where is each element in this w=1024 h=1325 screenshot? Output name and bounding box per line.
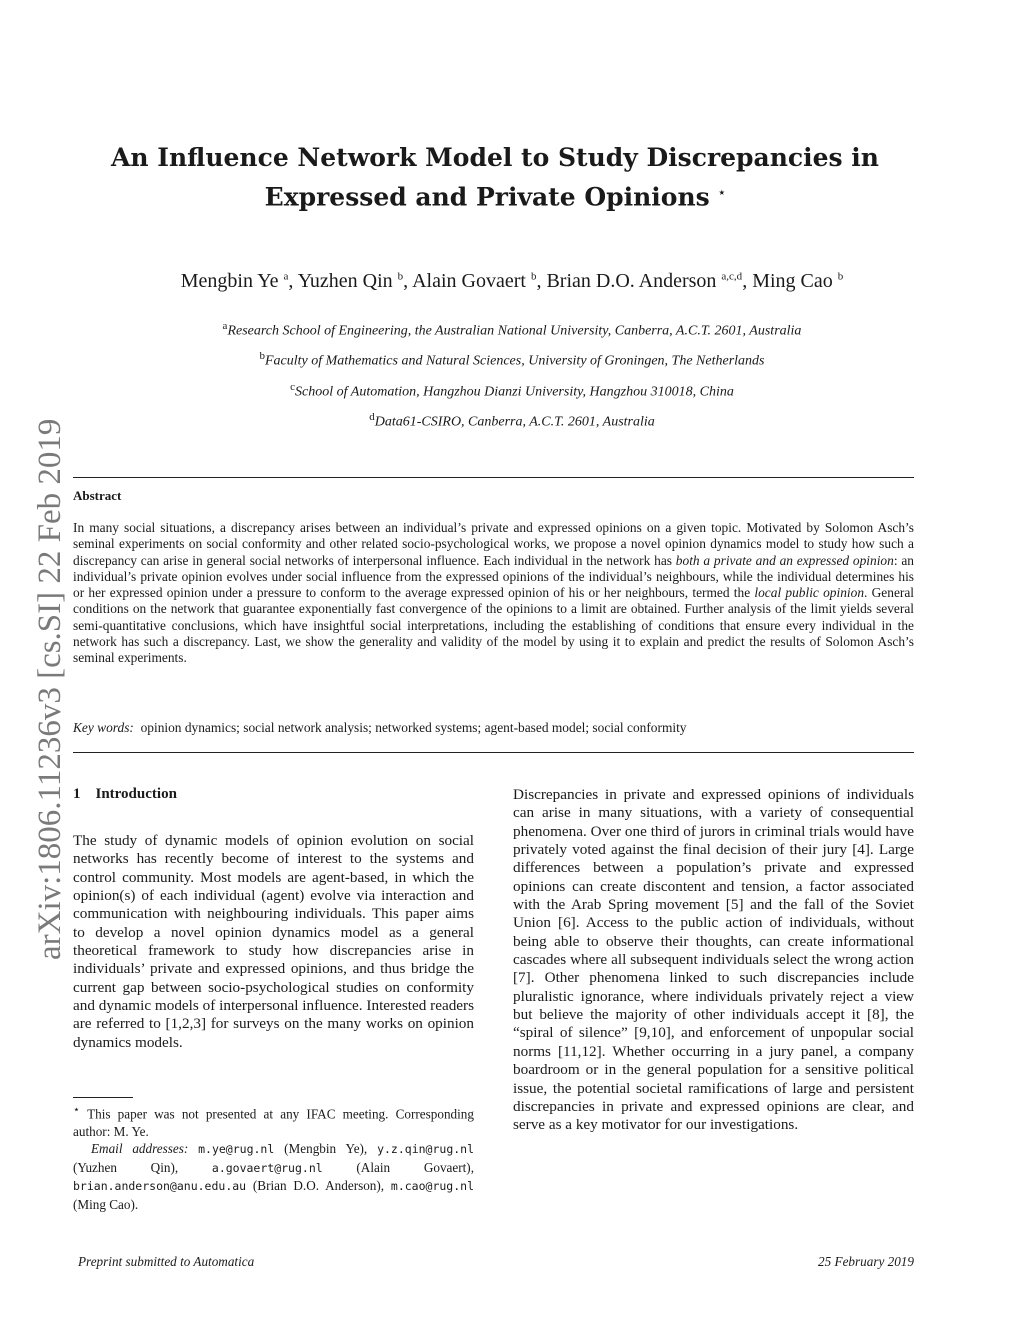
abstract-body [73,520,914,667]
keywords-text: opinion dynamics; social network analysis; networked systems; agent-based model; social conformity [140,720,687,735]
section-number: 1 [73,786,81,802]
email-link[interactable]: m.ye@rug.nl [198,1142,275,1157]
keywords [73,720,914,736]
email-label: Email addresses: [91,1141,189,1157]
affil-mark: c [290,381,296,393]
author-affil-mark: a,c,d [721,270,743,283]
author-affil-mark: b [837,270,844,283]
affil-mark: a [222,320,228,332]
email-link[interactable]: m.cao@rug.nl [390,1179,474,1194]
affiliation-d [0,411,1024,431]
affil-mark: d [369,411,375,423]
author-name: Brian D.O. Anderson [546,270,717,292]
author-affil-mark: a [283,270,289,283]
footnote-line [73,1102,474,1140]
paper-title [60,140,930,214]
email-link[interactable]: y.z.qin@rug.nl [377,1142,475,1157]
affil-mark: b [259,350,265,362]
arxiv-stamp: arXiv:1806.11236v3 [cs.SI] 22 Feb 2019 [32,418,68,960]
affil-text: Faculty of Mathematics and Natural Sciences, University of Groningen, The Netherlands [264,353,765,369]
email-link[interactable]: a.govaert@rug.nl [211,1160,323,1175]
email-owner: (Yuzhen Qin), [73,1159,179,1175]
author-name: Mengbin Ye [180,270,279,292]
abstract-emphasis: local public opinion [754,585,865,601]
author-name: Ming Cao [752,270,833,292]
footnote-star: ⋆ [73,1104,80,1116]
intro-right-paragraph: Discrepancies in private and expressed opinions of individuals can arise in many situations, with a variety of consequential phenomena. Over one third of jurors in criminal trials would have privately voted against the final decision of their jury [4]. Large differences between a population’s private and expressed opinions can create discontent and tension, a factor associated with the Arab Spring movement [5] and the fall of the Soviet Union [6]. Access to the public action of individuals, without being able to observe their thoughts, can create informational cascades where all subsequent individuals select the wrong action [7]. Other phenomena linked to such discrepancies include pluralistic ignorance, where individuals privately reject a view but believe the majority of other individuals accept it [8], the “spiral of silence” [9,10], and enforcement of unpopular social norms [11,12]. Whether occurring in a jury panel, a company boardroom or in the general population for a sensitive political issue, the potential societal ramifications of large and persistent discrepancies in private and expressed opinions are clear, and serve as a key motivator for our investigations. [513,786,914,1134]
section-heading [73,786,177,803]
abstract-text: In many social situations, a discrepancy arises between an individual’s private and expressed opinions on a given topic. Motivated by Solomon Asch’s seminal experiments on social conformity and other related socio-psychological works, we propose a novel opinion dynamics model to study how such a discrepancy can arise in general social networks of interpersonal influence. Each individual in the network has [73,520,914,568]
abstract-heading: Abstract [73,488,122,503]
email-owner: (Mengbin Ye), [284,1141,368,1157]
footnote-text: This paper was not presented at any IFAC meeting. Corresponding author: M. Ye. [73,1106,474,1139]
author-affil-mark: b [530,270,537,283]
author-name: Alain Govaert [412,270,526,292]
footer-left: Preprint submitted to Automatica [78,1254,255,1269]
footer-right: 25 February 2019 [818,1254,914,1269]
footnote-rule [73,1097,133,1098]
affiliation-a [0,320,1024,340]
section-title: Introduction [95,786,177,802]
email-owner: (Brian D.O. Anderson), [252,1178,385,1194]
affil-text: Research School of Engineering, the Australian National University, Canberra, A.C.T. 2601, Australia [227,323,802,339]
abstract-bottom-rule [73,752,914,753]
email-link[interactable]: brian.anderson@anu.edu.au [73,1179,247,1194]
abstract-top-rule [73,477,914,478]
intro-left-paragraph: The study of dynamic models of opinion evolution on social networks has recently become of interest to the systems and control community. Most models are agent-based, in which the opinion(s) of each individual (agent) evolve via interaction and communication with neighbouring individuals. This paper aims to develop a novel opinion dynamics model as a general theoretical framework to study how discrepancies arise in individuals’ private and expressed opinions, and thus bridge the current gap between socio-psychological studies on conformity and dynamic models of interpersonal influence. Interested readers are referred to [1,2,3] for surveys on the many works on opinion dynamics models. [73,832,474,1051]
affil-text: School of Automation, Hangzhou Dianzi University, Hangzhou 310018, China [295,384,734,400]
email-owner: (Ming Cao). [73,1196,139,1212]
abstract-text: : an individual’s private opinion evolves under social influence from the expressed opinions of the individual’s neighbours, while the individual determines his or her expressed opinion under a pressure to conform to the average expressed opinion of his or her neighbours, termed the [73,552,915,601]
affiliation-c [0,381,1024,401]
author-list: Mengbin Ye $^a$, Yuzhen Qin $^b$, Alain Govaert $^b$, Brian D.O. Anderson $^{a,c,d}$, Ming Cao $^b$ [180,270,844,292]
footnote-emails [73,1140,474,1213]
abstract-emphasis: both a private and an expressed opinion [675,552,894,568]
abstract-text: . General conditions on the network that guarantee exponentially fast convergence of the opinions to a limit are obtained. Further analysis of the limit yields several semi-quantitative conclusions, which have insightful social interpretations, including the establishing of conditions that ensure every individual in the network has such a discrepancy. Last, we show the generality and validity of the model by using it to explain and predict the results of Solomon Asch’s seminal experiments. [73,585,915,666]
affiliation-b [0,350,1024,370]
email-owner: (Alain Govaert), [356,1159,474,1175]
keywords-label: Key words: [73,720,134,735]
title-line-2-text: Expressed and Private Opinions [264,182,710,212]
affil-text: Data61-CSIRO, Canberra, A.C.T. 2601, Australia [374,414,655,430]
title-line-1: An Influence Network Model to Study Discrepancies in [111,143,879,172]
author-name: Yuzhen Qin [297,270,393,292]
title-line-2 [60,175,930,214]
footnote [73,1102,474,1213]
title-star: ⋆ [718,186,726,199]
author-affil-mark: b [397,270,404,283]
